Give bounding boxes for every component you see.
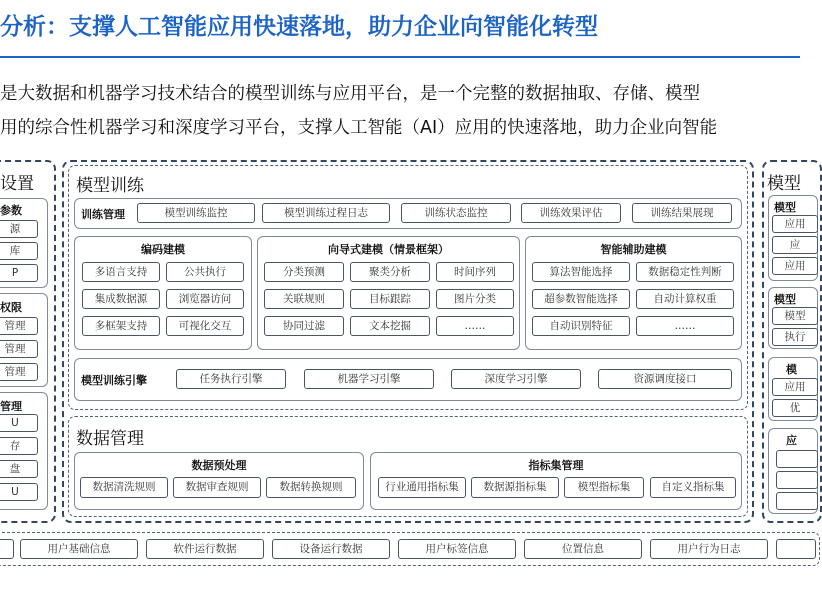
coding-item-5[interactable]: 多框架支持: [82, 316, 160, 336]
training-mgmt-item-4[interactable]: 训练效果评估: [521, 203, 621, 223]
right-group-3-item-2[interactable]: 优: [772, 399, 818, 417]
smart-item-3[interactable]: 超参数智能选择: [532, 289, 630, 309]
right-group-4-item-3[interactable]: [776, 492, 818, 510]
right-panel-title: 模型: [767, 174, 801, 194]
left-group-1-item-1[interactable]: 源: [0, 220, 38, 238]
left-group-3-item-4[interactable]: U: [0, 483, 38, 501]
left-group-2-item-1[interactable]: 管理: [0, 317, 38, 335]
coding-item-4[interactable]: 浏览器访问: [166, 289, 244, 309]
preprocess-item-2[interactable]: 数据审查规则: [173, 477, 261, 498]
data-source-item-3[interactable]: 设备运行数据: [272, 539, 390, 559]
right-group-3-item-1[interactable]: 应用: [772, 378, 818, 396]
left-panel-title: 设置: [0, 174, 34, 194]
data-source-item-cropped[interactable]: [0, 539, 14, 559]
right-group-1-item-1[interactable]: 应用: [772, 215, 818, 233]
engine-item-1[interactable]: 任务执行引擎: [176, 369, 286, 389]
indicator-management-title: 指标集管理: [528, 459, 584, 472]
smart-item-1[interactable]: 算法智能选择: [532, 262, 630, 282]
right-group-2-item-2[interactable]: 执行: [772, 328, 818, 346]
guided-item-6[interactable]: 图片分类: [436, 289, 514, 309]
indicator-item-3[interactable]: 模型指标集: [564, 477, 644, 498]
left-group-3-title: 管理: [0, 400, 22, 413]
smart-item-2[interactable]: 数据稳定性判断: [636, 262, 734, 282]
description-line-1: 是大数据和机器学习技术结合的模型训练与应用平台，是一个完整的数据抽取、存储、模型: [0, 84, 700, 104]
left-group-1-title: 参数: [0, 204, 22, 217]
guided-modeling-title: 向导式建模（情景框架）: [328, 243, 449, 256]
guided-item-7[interactable]: 协同过滤: [264, 316, 344, 336]
training-mgmt-item-2[interactable]: 模型训练过程日志: [262, 203, 390, 223]
page-title: 分析：支撑人工智能应用快速落地，助力企业向智能化转型: [0, 14, 598, 40]
engine-item-3[interactable]: 深度学习引擎: [451, 369, 581, 389]
coding-item-1[interactable]: 多语言支持: [82, 262, 160, 282]
smart-item-4[interactable]: 自动计算权重: [636, 289, 734, 309]
left-group-2-title: 权限: [0, 301, 22, 314]
indicator-item-1[interactable]: 行业通用指标集: [378, 477, 466, 498]
title-divider: [0, 56, 800, 58]
left-group-3-item-3[interactable]: 盘: [0, 460, 38, 478]
left-group-1-item-3[interactable]: P: [0, 264, 38, 282]
left-group-3-item-1[interactable]: U: [0, 414, 38, 432]
smart-item-6[interactable]: ……: [636, 316, 734, 336]
guided-item-5[interactable]: 目标跟踪: [350, 289, 430, 309]
right-group-4-item-1[interactable]: [776, 450, 818, 468]
right-group-3-title: 模: [786, 363, 797, 376]
guided-item-3[interactable]: 时间序列: [436, 262, 514, 282]
right-group-2-item-1[interactable]: 模型: [772, 307, 818, 325]
right-group-4-title: 应: [786, 434, 797, 447]
right-group-1-title: 模型: [774, 201, 796, 214]
description-line-2: 用的综合性机器学习和深度学习平台，支撑人工智能（AI）应用的快速落地，助力企业向智能: [0, 118, 718, 138]
left-group-2-item-2[interactable]: 管理: [0, 340, 38, 358]
right-group-1-item-2[interactable]: 应: [772, 236, 818, 254]
coding-item-2[interactable]: 公共执行: [166, 262, 244, 282]
guided-item-1[interactable]: 分类预测: [264, 262, 344, 282]
left-group-3-item-2[interactable]: 存: [0, 437, 38, 455]
data-source-item-cropped-right[interactable]: [776, 539, 816, 559]
left-group-2-item-3[interactable]: 管理: [0, 363, 38, 381]
model-training-title: 模型训练: [76, 176, 144, 196]
guided-item-8[interactable]: 文本挖掘: [350, 316, 430, 336]
data-source-item-1[interactable]: 用户基础信息: [20, 539, 138, 559]
left-group-1-item-2[interactable]: 库: [0, 242, 38, 260]
training-mgmt-item-1[interactable]: 模型训练监控: [137, 203, 255, 223]
coding-modeling-title: 编码建模: [141, 243, 185, 256]
coding-item-6[interactable]: 可视化交互: [166, 316, 244, 336]
training-mgmt-item-5[interactable]: 训练结果展现: [632, 203, 732, 223]
training-mgmt-item-3[interactable]: 训练状态监控: [401, 203, 511, 223]
data-preprocess-title: 数据预处理: [191, 459, 247, 472]
training-engine-label: 模型训练引擎: [81, 374, 147, 387]
indicator-item-2[interactable]: 数据源指标集: [471, 477, 559, 498]
right-group-1-item-3[interactable]: 应用: [772, 257, 818, 275]
data-source-item-2[interactable]: 软件运行数据: [146, 539, 264, 559]
guided-item-2[interactable]: 聚类分析: [350, 262, 430, 282]
data-source-item-4[interactable]: 用户标签信息: [398, 539, 516, 559]
guided-item-9[interactable]: ……: [436, 316, 514, 336]
preprocess-item-1[interactable]: 数据清洗规则: [80, 477, 168, 498]
preprocess-item-3[interactable]: 数据转换规则: [266, 477, 356, 498]
engine-item-2[interactable]: 机器学习引擎: [304, 369, 434, 389]
indicator-item-4[interactable]: 自定义指标集: [650, 477, 736, 498]
right-group-4-item-2[interactable]: [776, 471, 818, 489]
data-source-item-5[interactable]: 位置信息: [524, 539, 642, 559]
coding-item-3[interactable]: 集成数据源: [82, 289, 160, 309]
guided-item-4[interactable]: 关联规则: [264, 289, 344, 309]
right-group-2-title: 模型: [774, 293, 796, 306]
engine-item-4[interactable]: 资源调度接口: [598, 369, 732, 389]
data-source-item-6[interactable]: 用户行为日志: [650, 539, 768, 559]
smart-modeling-title: 智能辅助建模: [600, 243, 667, 256]
training-management-label: 训练管理: [81, 208, 125, 221]
data-management-title: 数据管理: [76, 429, 144, 449]
smart-item-5[interactable]: 自动识别特征: [532, 316, 630, 336]
